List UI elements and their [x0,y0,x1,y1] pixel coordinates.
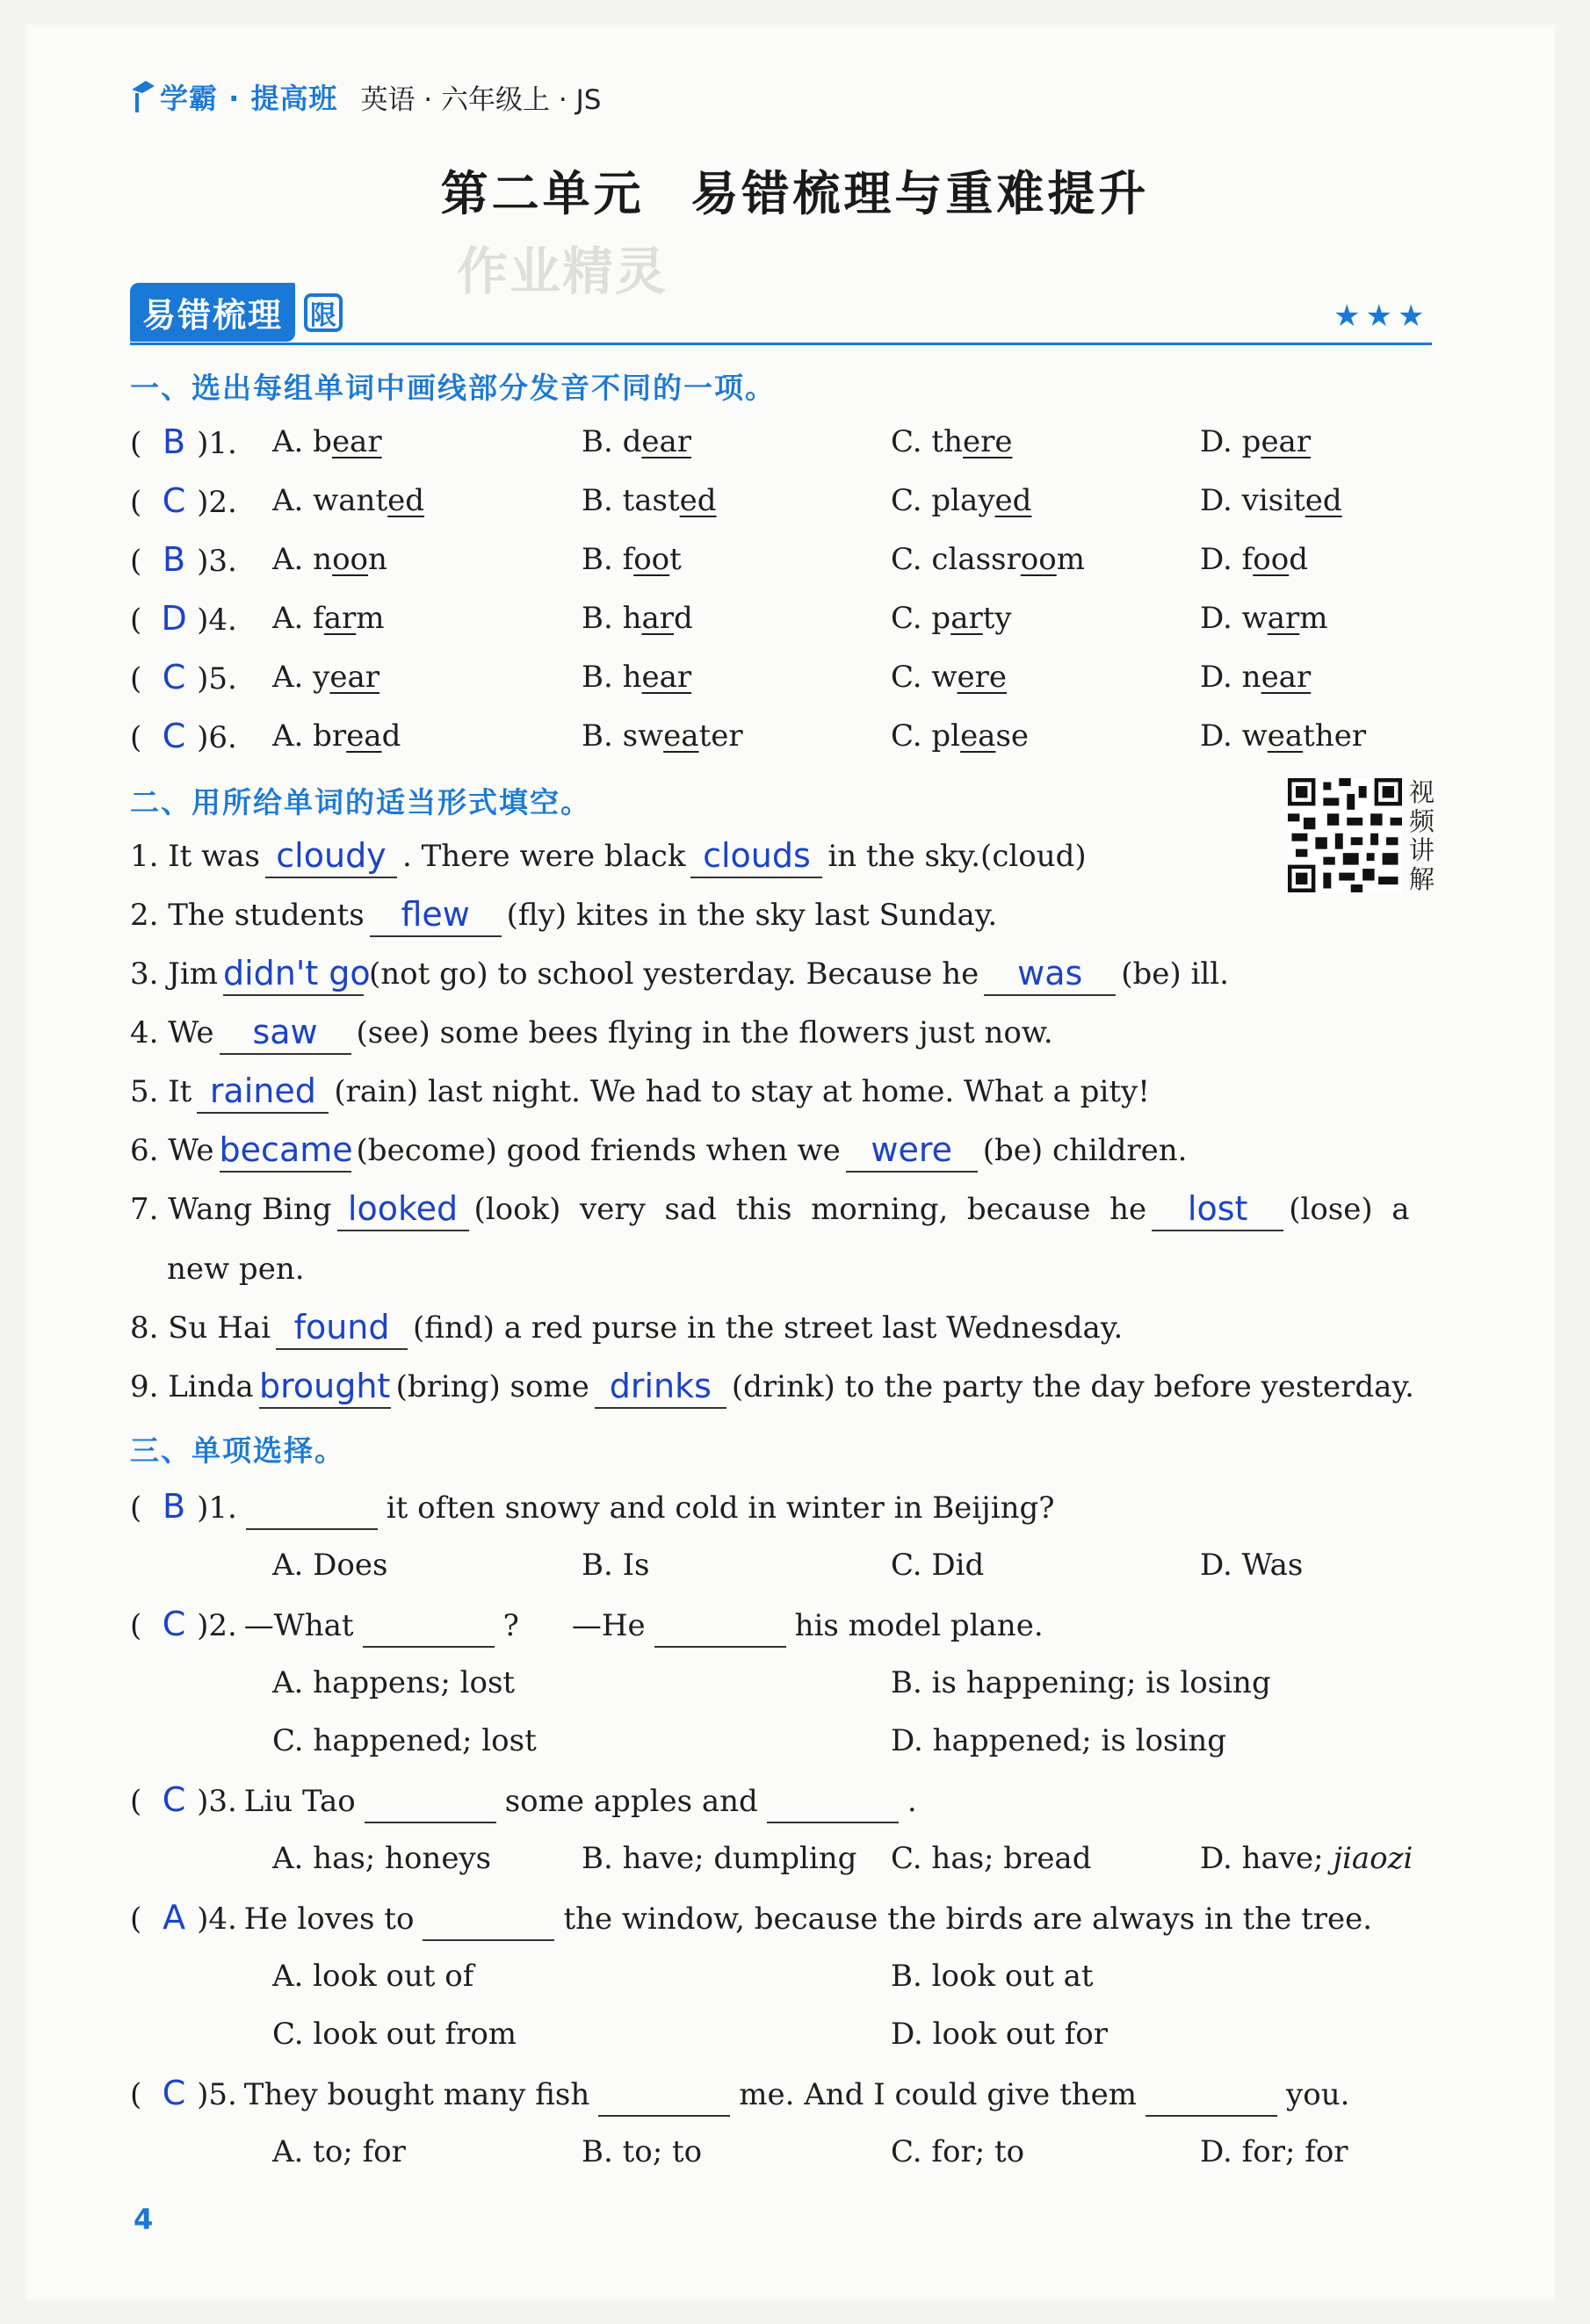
question-text: his model plane. [794,1608,1044,1643]
question-text: . There were black [401,839,686,874]
option-a[interactable]: A. has; honeys [272,1841,492,1876]
mc-question-2: ( C )2. —What ? —He his model plane. [130,1602,1044,1646]
option-d-text: D. have; [1200,1841,1333,1876]
option-b[interactable]: B. have; dumpling [582,1841,857,1876]
option-text: D. f [1200,542,1254,577]
empty-blank[interactable] [1146,2080,1277,2117]
option-text: A. br [272,718,347,754]
question-text: (look) very sad this morning, because he [473,1192,1147,1227]
option-b[interactable] [582,714,743,758]
answer-blank[interactable]: clouds [690,838,822,878]
timer-icon: 限 [304,293,343,332]
underlined-letters: ea [663,718,699,754]
option-text: C. classr [891,542,1021,577]
question-text: (lose) a [1289,1192,1410,1227]
option-b[interactable]: B. look out at [891,1959,1094,1994]
option-c[interactable] [891,538,1085,581]
answer-blank[interactable]: was [984,956,1116,996]
option-d[interactable] [1200,1841,1413,1876]
question-number: )3. [197,544,237,579]
fill-question-8 [130,1306,1123,1350]
option-text: ty [982,601,1012,636]
underlined-letters: ed [1305,483,1342,518]
answer[interactable]: B [163,1487,186,1526]
option-text: D. n [1200,660,1261,695]
question-text: . [907,1784,917,1819]
question-text: —He [571,1608,646,1643]
empty-blank[interactable] [246,1493,378,1530]
question-text: in the sky.(cloud) [828,839,1087,874]
option-text: C. th [891,424,963,459]
option-d[interactable]: D. Was [1200,1548,1304,1583]
underlined-letters: ear [329,660,380,695]
answer[interactable]: B [163,540,186,579]
underlined-letters: ear [1261,424,1312,459]
option-text: B. h [582,660,642,695]
option-text: m [1056,542,1085,577]
question-text: some apples and [504,1784,758,1819]
option-c[interactable]: C. look out from [272,2017,517,2052]
question-text: He loves to [243,1902,415,1937]
answer-blank[interactable]: brought [259,1368,391,1409]
question-number: )2. [197,1608,237,1643]
question-text: the window, because the birds are always in the tree. [563,1902,1373,1937]
underlined-letters: oo [1253,542,1290,577]
question-text: 5. It [130,1074,192,1109]
answer[interactable]: C [162,481,186,520]
option-c[interactable]: C. happened; lost [272,1723,537,1758]
option-c[interactable]: C. for; to [891,2134,1025,2169]
pronunciation-question-3: ( B )3. A. noon B. foot C. classroom D. food [130,538,237,581]
option-a[interactable]: A. Does [272,1548,388,1583]
option-c[interactable] [891,479,1031,523]
answer-blank[interactable]: found [276,1310,408,1350]
question-text: you. [1286,2077,1350,2112]
option-text: B. sw [582,718,664,754]
option-text: ter [698,718,743,754]
underlined-letters: ed [387,483,424,518]
qr-code-icon[interactable] [1288,778,1402,892]
underlined-letters: ar [323,601,357,636]
option-a[interactable] [272,596,385,640]
option-text: D. p [1200,424,1261,459]
section-2-heading: 二、用所给单词的适当形式填空。 [130,785,591,819]
fill-question-7 [130,1187,1410,1231]
underlined-letters: ar [641,601,675,636]
option-text: A. n [272,542,333,577]
option-text: A. y [272,660,330,695]
mc-question-1: ( B )1. it often snowy and cold in winter in Beijing? [130,1484,1054,1528]
option-text: se [995,718,1030,754]
option-d[interactable] [1200,714,1366,758]
question-text: (rain) last night. We had to stay at home. What a pity! [334,1074,1150,1109]
option-text: B. h [582,601,642,636]
answer[interactable]: C [162,717,186,755]
underlined-letters: oo [332,542,369,577]
option-text: B. d [582,424,642,459]
option-a[interactable] [272,655,379,699]
question-text: ? [502,1608,519,1643]
question-number: )5. [197,661,237,696]
fill-question-1 [130,834,1087,878]
underlined-letters: ere [962,424,1013,459]
answer[interactable]: D [161,599,187,638]
option-d[interactable]: D. happened; is losing [891,1723,1226,1758]
header [130,61,601,132]
question-text: (become) good friends when we [356,1133,841,1168]
option-text: m [356,601,385,636]
option-a[interactable]: A. happens; lost [272,1665,516,1700]
option-a[interactable]: A. look out of [272,1959,474,1994]
underlined-letters: ere [957,660,1008,695]
option-d[interactable] [1200,420,1311,464]
option-text: C. p [891,601,951,636]
underlined-letters: ea [346,718,382,754]
question-text: (bring) some [395,1369,589,1404]
question-text: 7. Wang Bing [130,1192,332,1227]
section-1-heading: 一、选出每组单词中画线部分发音不同的一项。 [130,371,776,405]
pronunciation-question-2: ( C )2. A. wanted B. tasted C. played D. visited [130,479,237,523]
brand-logo [130,76,337,117]
option-text: ther [1303,718,1367,754]
empty-blank[interactable] [654,1611,786,1648]
option-b[interactable] [582,538,682,581]
question-text: 9. Linda [130,1369,254,1404]
question-text: (not go) to school yesterday. Because he [369,956,979,992]
empty-blank[interactable] [365,1786,496,1823]
answer-blank[interactable]: saw [220,1014,351,1055]
fill-question-4 [130,1011,1053,1055]
question-text: 4. We [130,1015,214,1050]
banner-divider [130,343,1432,345]
option-a[interactable] [272,479,424,523]
option-c[interactable] [891,420,1012,464]
option-b[interactable] [582,479,717,523]
question-text: (fly) kites in the sky last Sunday. [506,898,998,933]
fill-question-6 [130,1129,1187,1173]
option-text: m [1299,601,1328,636]
option-c[interactable] [891,714,1029,758]
underlined-letters: ear [331,424,382,459]
option-text: D. w [1200,718,1268,754]
option-d[interactable] [1200,655,1311,699]
subject-label: 英语 · 六年级上 · JS [360,83,602,116]
option-c[interactable]: C. Did [891,1548,985,1583]
answer-blank[interactable]: rained [197,1073,329,1114]
answer[interactable]: C [162,658,186,696]
option-b[interactable] [582,655,691,699]
answer-blank[interactable]: looked [337,1191,469,1231]
answer-blank[interactable]: flew [370,897,502,937]
question-text: (be) children. [982,1133,1188,1168]
question-text: 6. We [130,1133,214,1168]
pronunciation-question-1: ( B )1. A. bear B. dear C. there D. pear [130,420,237,464]
fill-question-7-cont: new pen. [167,1252,305,1287]
answer-blank[interactable]: were [846,1132,978,1173]
banner-label: 易错梳理 [130,283,295,342]
option-text: A. want [272,483,388,518]
option-text: C. play [891,483,995,518]
option-d[interactable]: D. look out for [891,2017,1109,2052]
answer[interactable]: B [163,422,186,461]
question-number: )1. [197,426,237,461]
section-banner [130,283,343,342]
empty-blank[interactable] [363,1611,495,1648]
empty-blank[interactable] [767,1786,899,1823]
empty-blank[interactable] [423,1904,554,1941]
question-text: me. And I could give them [739,2077,1138,2112]
watermark: 作业精灵 [457,242,669,301]
underlined-letters: ear [641,424,692,459]
option-b[interactable] [582,420,691,464]
fill-question-2 [130,893,997,937]
question-number: )6. [197,720,237,755]
underlined-letters: oo [633,542,670,577]
option-c[interactable]: C. has; bread [891,1841,1092,1876]
option-text: t [669,542,682,577]
option-text: A. f [272,601,324,636]
answer-blank[interactable]: lost [1152,1191,1283,1231]
difficulty-stars: ★★★ [1333,299,1430,334]
underlined-letters: ed [679,483,717,518]
question-number: )4. [197,603,237,638]
option-a[interactable] [272,538,387,581]
option-text: B. tast [582,483,680,518]
underlined-letters: ear [641,660,692,695]
unit-title: 第二单元 易错梳理与重难提升 [440,166,1150,221]
graduation-cap-icon [130,77,156,116]
option-d[interactable] [1200,479,1342,523]
option-text: n [368,542,387,577]
answer-blank[interactable]: didn't go [223,956,364,996]
option-text: C. w [891,660,958,695]
underlined-letters: ea [1267,718,1304,754]
mc-question-4: ( A )4. He loves to the window, because the birds are always in the tree. [130,1895,1372,1939]
pronunciation-question-5: ( C )5. A. year B. hear C. were D. near [130,655,237,699]
question-text: (find) a red purse in the street last Wednesday. [413,1310,1124,1346]
option-text: D. visit [1200,483,1305,518]
underlined-letters: ed [994,483,1032,518]
question-number: )5. [197,2077,237,2112]
question-text: (be) ill. [1121,956,1229,992]
answer[interactable]: A [163,1898,186,1937]
answer[interactable]: C [162,1780,186,1819]
page-number: 4 [134,2203,154,2236]
pronunciation-question-6: ( C )6. A. bread B. sweater C. please D. weather [130,714,237,758]
option-c[interactable] [891,655,1007,699]
question-text: Liu Tao [243,1784,356,1819]
question-text: (see) some bees flying in the flowers just now. [356,1015,1053,1050]
question-text: 2. The students [130,898,365,933]
option-text: C. pl [891,718,961,754]
answer-blank[interactable]: became [220,1132,351,1173]
question-number: )1. [197,1490,237,1526]
question-number: )3. [197,1784,237,1819]
fill-question-5 [130,1070,1150,1114]
option-text: d [1289,542,1308,577]
mc-question-5: ( C )5. They bought many fish me. And I could give them you. [130,2071,1349,2115]
question-text: it often snowy and cold in winter in Beijing? [386,1490,1055,1526]
option-d[interactable]: D. for; for [1200,2134,1348,2169]
option-text: B. f [582,542,634,577]
option-a[interactable]: A. to; for [272,2134,406,2169]
fill-question-3 [130,952,1229,996]
option-d[interactable] [1200,538,1308,581]
fill-question-9 [130,1365,1414,1409]
option-b[interactable]: B. Is [582,1548,650,1583]
option-text: A. b [272,424,332,459]
underlined-letters: oo [1020,542,1057,577]
question-text: 8. Su Hai [130,1310,271,1346]
answer[interactable]: C [162,1605,186,1643]
option-a[interactable] [272,420,382,464]
answer-blank[interactable]: drinks [595,1368,726,1409]
empty-blank[interactable] [598,2080,730,2117]
option-b[interactable]: B. to; to [582,2134,703,2169]
mc-question-3: ( C )3. Liu Tao some apples and . [130,1778,917,1822]
question-text: They bought many fish [243,2077,590,2112]
option-a[interactable] [272,714,401,758]
question-text: (drink) to the party the day before yesterday. [731,1369,1414,1404]
question-text: 3. Jim [130,956,218,992]
option-b[interactable]: B. is happening; is losing [891,1665,1271,1700]
underlined-letters: ar [1267,601,1300,636]
question-number: )2. [197,485,237,520]
brand-text: 学霸 · 提高班 [160,82,338,115]
section-3-heading: 三、单项选择。 [130,1433,345,1468]
option-b[interactable] [582,596,693,640]
option-text: D. w [1200,601,1268,636]
qr-label: 视频讲解 [1409,777,1435,894]
option-c[interactable] [891,596,1012,640]
underlined-letters: ea [960,718,996,754]
option-d[interactable] [1200,596,1328,640]
question-number: )4. [197,1902,237,1937]
option-text: d [381,718,401,754]
option-text: d [674,601,693,636]
question-text: 1. It was [130,839,260,874]
underlined-letters: ar [950,601,983,636]
answer-blank[interactable]: cloudy [265,838,397,878]
underlined-letters: ear [1261,660,1312,695]
pronunciation-question-4: ( D )4. A. farm B. hard C. party D. warm [130,596,237,640]
question-text: —What [243,1608,354,1643]
option-d-italic: jiaozi [1333,1841,1413,1876]
answer[interactable]: C [162,2074,186,2112]
